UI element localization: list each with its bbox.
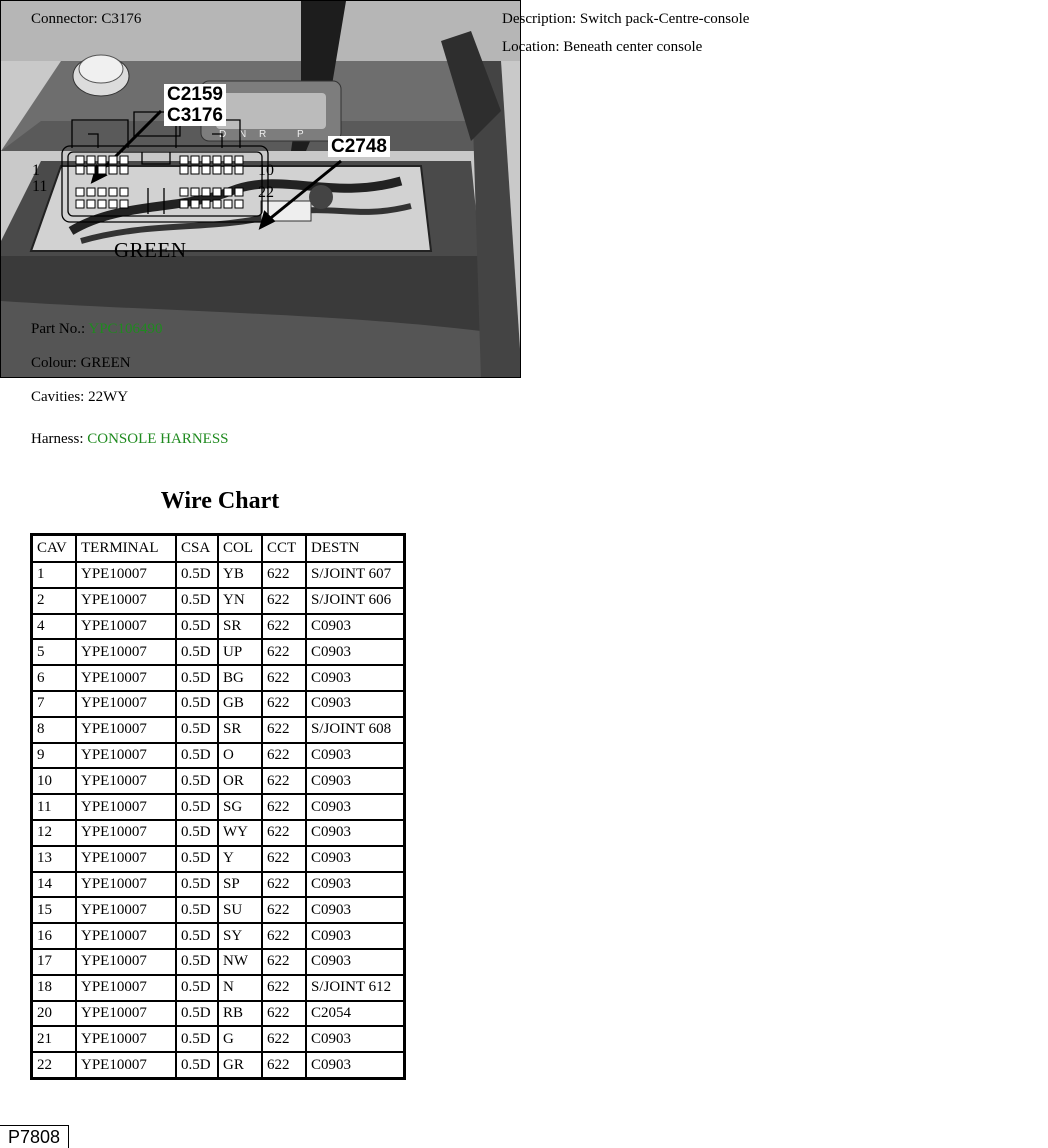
cell-destn: C0903 (306, 949, 405, 975)
cell-terminal: YPE10007 (76, 897, 176, 923)
cell-cct: 622 (262, 897, 306, 923)
connector-pin (191, 200, 199, 208)
gear-letter-p: P (297, 129, 304, 140)
cell-col: SP (218, 872, 262, 898)
cell-cav: 20 (32, 1001, 77, 1027)
connector-pin (98, 166, 106, 174)
connector-pin (98, 200, 106, 208)
connector-pin (180, 166, 188, 174)
table-row (32, 923, 405, 949)
header-terminal: TERMINAL (76, 535, 176, 563)
table-row (32, 846, 405, 872)
connector-label: Connector: (31, 11, 98, 27)
cell-cav: 15 (32, 897, 77, 923)
connector-pin (109, 188, 117, 196)
connector-pin (98, 156, 106, 164)
cell-col: SR (218, 717, 262, 743)
table-row (32, 1026, 405, 1052)
cell-csa: 0.5D (176, 846, 218, 872)
cell-col: NW (218, 949, 262, 975)
cell-terminal: YPE10007 (76, 846, 176, 872)
description-label: Description: (502, 11, 577, 27)
connector-pin (191, 156, 199, 164)
connector-pin (109, 156, 117, 164)
cell-cct: 622 (262, 665, 306, 691)
connector-pin (109, 166, 117, 174)
cavities-label: Cavities: (31, 389, 85, 405)
cell-cct: 622 (262, 1026, 306, 1052)
cell-cct: 622 (262, 614, 306, 640)
location-label: Location: (502, 39, 560, 55)
cell-cav: 4 (32, 614, 77, 640)
cell-col: GB (218, 691, 262, 717)
connector-diagram (30, 108, 290, 228)
cell-terminal: YPE10007 (76, 949, 176, 975)
cell-cav: 8 (32, 717, 77, 743)
cell-terminal: YPE10007 (76, 975, 176, 1001)
cell-destn: C0903 (306, 897, 405, 923)
cell-cct: 622 (262, 743, 306, 769)
connector-pin (120, 156, 128, 164)
connector-pin (202, 188, 210, 196)
cell-destn: S/JOINT 607 (306, 562, 405, 588)
cell-cav: 9 (32, 743, 77, 769)
pin-label-1: 1 (32, 162, 40, 179)
cell-terminal: YPE10007 (76, 1052, 176, 1078)
connector-pin (202, 156, 210, 164)
header-cav: CAV (32, 535, 77, 563)
cavities-value: 22WY (88, 389, 129, 405)
cell-cav: 12 (32, 820, 77, 846)
connector-pin (180, 188, 188, 196)
cell-cct: 622 (262, 691, 306, 717)
description (502, 11, 749, 28)
connector-pin (120, 166, 128, 174)
location-photo: D N R P C2159 C3176 C2748 P7808 (0, 0, 521, 378)
header-csa: CSA (176, 535, 218, 563)
table-row (32, 794, 405, 820)
table-row (32, 949, 405, 975)
cell-cct: 622 (262, 1052, 306, 1078)
cell-destn: C0903 (306, 1026, 405, 1052)
cell-terminal: YPE10007 (76, 872, 176, 898)
cell-cav: 14 (32, 872, 77, 898)
cell-col: N (218, 975, 262, 1001)
table-row (32, 768, 405, 794)
cell-cav: 13 (32, 846, 77, 872)
cell-col: Y (218, 846, 262, 872)
cell-col: RB (218, 1001, 262, 1027)
cell-cct: 622 (262, 872, 306, 898)
cell-csa: 0.5D (176, 639, 218, 665)
cell-cct: 622 (262, 794, 306, 820)
connector-value: C3176 (101, 11, 142, 27)
cell-terminal: YPE10007 (76, 691, 176, 717)
cell-col: YB (218, 562, 262, 588)
cell-destn: C0903 (306, 1052, 405, 1078)
connector-pin (76, 200, 84, 208)
cell-col: SG (218, 794, 262, 820)
table-row (32, 717, 405, 743)
cell-destn: S/JOINT 608 (306, 717, 405, 743)
cell-csa: 0.5D (176, 743, 218, 769)
cell-csa: 0.5D (176, 614, 218, 640)
cell-csa: 0.5D (176, 768, 218, 794)
cell-terminal: YPE10007 (76, 639, 176, 665)
connector-pin (224, 156, 232, 164)
cell-terminal: YPE10007 (76, 923, 176, 949)
cell-cav: 1 (32, 562, 77, 588)
header-destn: DESTN (306, 535, 405, 563)
cell-terminal: YPE10007 (76, 665, 176, 691)
cell-destn: C2054 (306, 1001, 405, 1027)
cell-cct: 622 (262, 820, 306, 846)
cell-cav: 6 (32, 665, 77, 691)
cell-cav: 11 (32, 794, 77, 820)
cell-destn: C0903 (306, 614, 405, 640)
cell-cct: 622 (262, 1001, 306, 1027)
harness-value[interactable]: CONSOLE HARNESS (87, 431, 229, 447)
cell-col: SR (218, 614, 262, 640)
cell-csa: 0.5D (176, 897, 218, 923)
cell-csa: 0.5D (176, 691, 218, 717)
cell-destn: C0903 (306, 639, 405, 665)
cell-csa: 0.5D (176, 820, 218, 846)
cell-csa: 0.5D (176, 872, 218, 898)
connector-pin (76, 156, 84, 164)
cell-destn: C0903 (306, 794, 405, 820)
cell-destn: C0903 (306, 665, 405, 691)
colour-value: GREEN (80, 355, 131, 371)
pin-label-10: 10 (258, 162, 274, 179)
cell-csa: 0.5D (176, 665, 218, 691)
cell-cav: 7 (32, 691, 77, 717)
header-cct: CCT (262, 535, 306, 563)
cell-col: GR (218, 1052, 262, 1078)
table-row (32, 562, 405, 588)
cell-col: WY (218, 820, 262, 846)
cell-csa: 0.5D (176, 923, 218, 949)
colour-label: Colour: (31, 355, 77, 371)
callout-c3176: C3176 (164, 105, 226, 126)
cell-terminal: YPE10007 (76, 743, 176, 769)
cell-destn: C0903 (306, 743, 405, 769)
table-row (32, 691, 405, 717)
connector-pin (120, 200, 128, 208)
cell-terminal: YPE10007 (76, 1026, 176, 1052)
cell-terminal: YPE10007 (76, 1001, 176, 1027)
cell-cct: 622 (262, 949, 306, 975)
description-value: Switch pack-Centre-console (579, 11, 750, 27)
colour (31, 355, 131, 372)
connector-pin (76, 188, 84, 196)
wire-chart-header-row (32, 535, 405, 563)
pin-label-11: 11 (32, 178, 48, 195)
cell-cav: 10 (32, 768, 77, 794)
wire-chart-title: Wire Chart (160, 488, 280, 514)
cell-terminal: YPE10007 (76, 820, 176, 846)
cell-destn: C0903 (306, 768, 405, 794)
gear-letter-r: R (259, 129, 267, 140)
cell-destn: C0903 (306, 820, 405, 846)
connector-pin (235, 188, 243, 196)
connector-pin (180, 200, 188, 208)
cell-terminal: YPE10007 (76, 768, 176, 794)
cavities (31, 389, 128, 406)
cell-csa: 0.5D (176, 794, 218, 820)
connector-pin (235, 166, 243, 174)
cell-cct: 622 (262, 923, 306, 949)
table-row (32, 743, 405, 769)
cell-col: UP (218, 639, 262, 665)
cell-cct: 622 (262, 588, 306, 614)
connector-pin (213, 200, 221, 208)
cell-destn: C0903 (306, 691, 405, 717)
cell-col: BG (218, 665, 262, 691)
harness (31, 431, 229, 448)
connector-pin (224, 188, 232, 196)
cell-terminal: YPE10007 (76, 794, 176, 820)
cell-cct: 622 (262, 562, 306, 588)
connector-pin (202, 166, 210, 174)
connector-id (31, 11, 141, 28)
connector-pin (213, 156, 221, 164)
part-number-label: Part No.: (31, 321, 86, 337)
cell-cav: 18 (32, 975, 77, 1001)
cell-csa: 0.5D (176, 717, 218, 743)
gear-letter-n: N (239, 129, 247, 140)
cell-destn: S/JOINT 606 (306, 588, 405, 614)
cell-destn: C0903 (306, 923, 405, 949)
gear-letter-d: D (219, 129, 227, 140)
location (502, 39, 702, 56)
table-row (32, 1052, 405, 1078)
connector-pin (180, 156, 188, 164)
connector-pin (98, 188, 106, 196)
connector-pin (120, 188, 128, 196)
cell-destn: C0903 (306, 846, 405, 872)
connector-pin (224, 200, 232, 208)
table-row (32, 975, 405, 1001)
connector-pin (191, 188, 199, 196)
table-row (32, 665, 405, 691)
cell-cav: 17 (32, 949, 77, 975)
connector-pin (87, 156, 95, 164)
connector-pin (109, 200, 117, 208)
connector-pin (87, 188, 95, 196)
callout-c2159: C2159 (164, 84, 226, 105)
cell-csa: 0.5D (176, 1052, 218, 1078)
connector-pin (191, 166, 199, 174)
cell-cav: 22 (32, 1052, 77, 1078)
cell-cct: 622 (262, 639, 306, 665)
table-row (32, 872, 405, 898)
location-value: Beneath center console (563, 39, 703, 55)
cell-cct: 622 (262, 846, 306, 872)
connector-colour-label: GREEN (114, 238, 187, 262)
wire-chart-table (30, 533, 406, 1080)
cell-csa: 0.5D (176, 949, 218, 975)
cell-destn: C0903 (306, 872, 405, 898)
table-row (32, 614, 405, 640)
connector-pin (235, 156, 243, 164)
connector-pin (202, 200, 210, 208)
cell-cav: 2 (32, 588, 77, 614)
cell-csa: 0.5D (176, 975, 218, 1001)
cell-cct: 622 (262, 975, 306, 1001)
cell-csa: 0.5D (176, 1026, 218, 1052)
cell-terminal: YPE10007 (76, 614, 176, 640)
table-row (32, 1001, 405, 1027)
callout-c2748: C2748 (328, 136, 390, 157)
connector-pin (213, 188, 221, 196)
cell-terminal: YPE10007 (76, 562, 176, 588)
connector-pin (87, 166, 95, 174)
table-row (32, 820, 405, 846)
cell-cav: 5 (32, 639, 77, 665)
part-number (31, 321, 163, 338)
table-row (32, 639, 405, 665)
part-number-value[interactable]: YPC106490 (88, 321, 163, 337)
cell-terminal: YPE10007 (76, 717, 176, 743)
cell-col: O (218, 743, 262, 769)
cell-cav: 16 (32, 923, 77, 949)
connector-pin (87, 200, 95, 208)
cell-csa: 0.5D (176, 588, 218, 614)
cell-col: SU (218, 897, 262, 923)
cell-cct: 622 (262, 717, 306, 743)
cell-col: G (218, 1026, 262, 1052)
pin-label-22: 22 (258, 184, 274, 201)
connector-pin (224, 166, 232, 174)
table-row (32, 897, 405, 923)
cell-col: SY (218, 923, 262, 949)
connector-pin (76, 166, 84, 174)
cell-col: YN (218, 588, 262, 614)
connector-pin (213, 166, 221, 174)
cell-cct: 622 (262, 768, 306, 794)
cell-cav: 21 (32, 1026, 77, 1052)
table-row (32, 588, 405, 614)
cell-destn: S/JOINT 612 (306, 975, 405, 1001)
connector-pin (235, 200, 243, 208)
cell-csa: 0.5D (176, 562, 218, 588)
harness-label: Harness: (31, 431, 84, 447)
cell-col: OR (218, 768, 262, 794)
cell-terminal: YPE10007 (76, 588, 176, 614)
cell-csa: 0.5D (176, 1001, 218, 1027)
header-col: COL (218, 535, 262, 563)
